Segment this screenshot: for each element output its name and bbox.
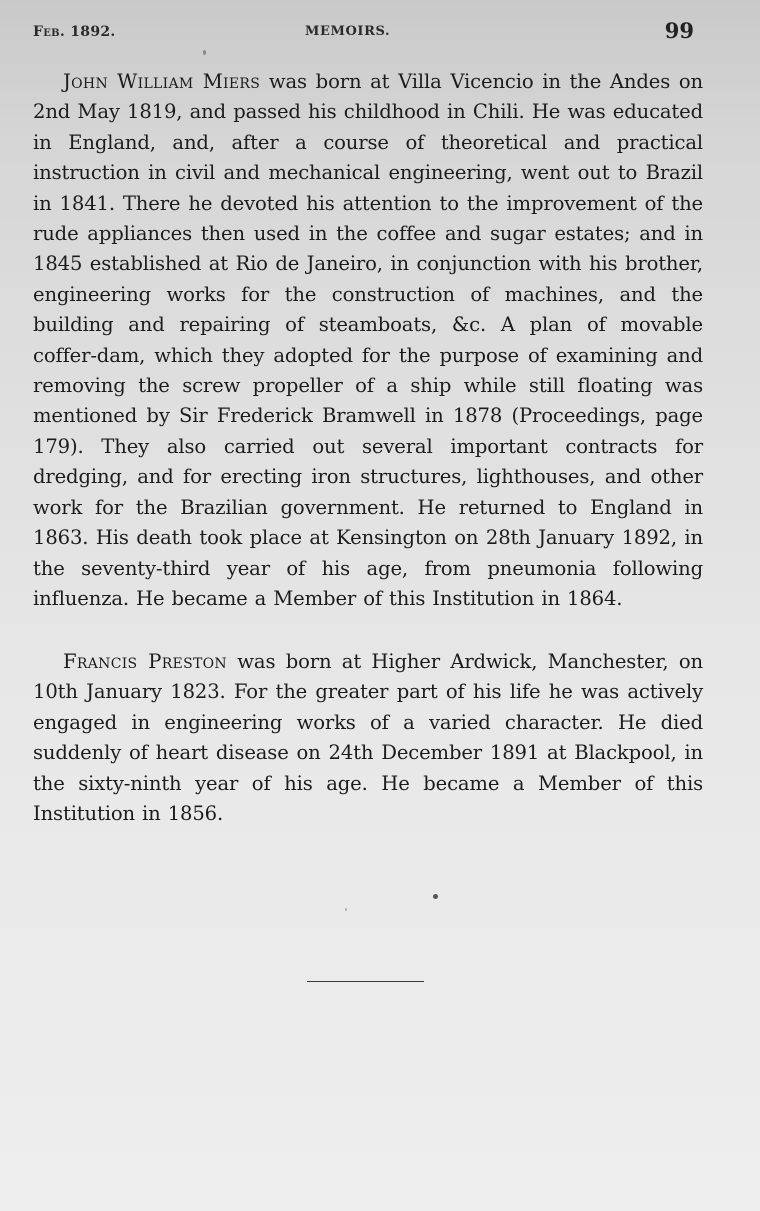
memoir-body-text: was born at Higher Ardwick, Manchester, on 10th January 1823. For the greater part of his life he was actively engaged in engineering works of a varied character. He died suddenly of heart disease on 24th December 1891 at Blackpool, in the sixty-ninth year of his age. He became a Member of this Institution in 1856.	[33, 650, 703, 826]
section-end-rule	[307, 981, 424, 982]
memoir-paragraph-miers	[33, 67, 703, 614]
running-head	[33, 18, 694, 48]
memoir-subject-name: John William Miers	[63, 70, 261, 93]
running-head-date: Feb. 1892.	[33, 24, 116, 40]
page-number: 99	[664, 18, 694, 43]
paper-speck	[203, 50, 206, 55]
memoir-subject-name: Francis Preston	[63, 650, 227, 673]
memoir-body-text: was born at Villa Vicencio in the Andes on 2nd May 1819, and passed his childhood in Chili. He was educated in England, and, after a course of theoretical and practical instruction in civil and mechanical engineering, went out to Brazil in 1841. There he devoted his attention to the improvement of the rude appliances then used in the coffee and sugar estates; and in 1845 established at Rio de Janeiro, in conjunction with his brother, engineering works for the construction of machines, and the building and repairing of steamboats, &c. A plan of movable coffer-dam, which they adopted for the purpose of examining and removing the screw propeller of a ship while still floating was mentioned by Sir Frederick Bramwell in 1878 (Proceedings, page 179). They also carried out several important contracts for dredging, and for erecting iron structures, lighthouses, and other work for the Brazilian government. He returned to England in 1863. His death took place at Kensington on 28th January 1892, in the seventy-third year of his age, from pneumonia following influenza. He became a Member of this Institution in 1864.	[33, 70, 703, 610]
memoir-paragraph-preston	[33, 647, 703, 829]
paper-speck	[345, 908, 347, 911]
running-head-section: MEMOIRS.	[305, 24, 391, 39]
paper-speck	[433, 894, 438, 899]
